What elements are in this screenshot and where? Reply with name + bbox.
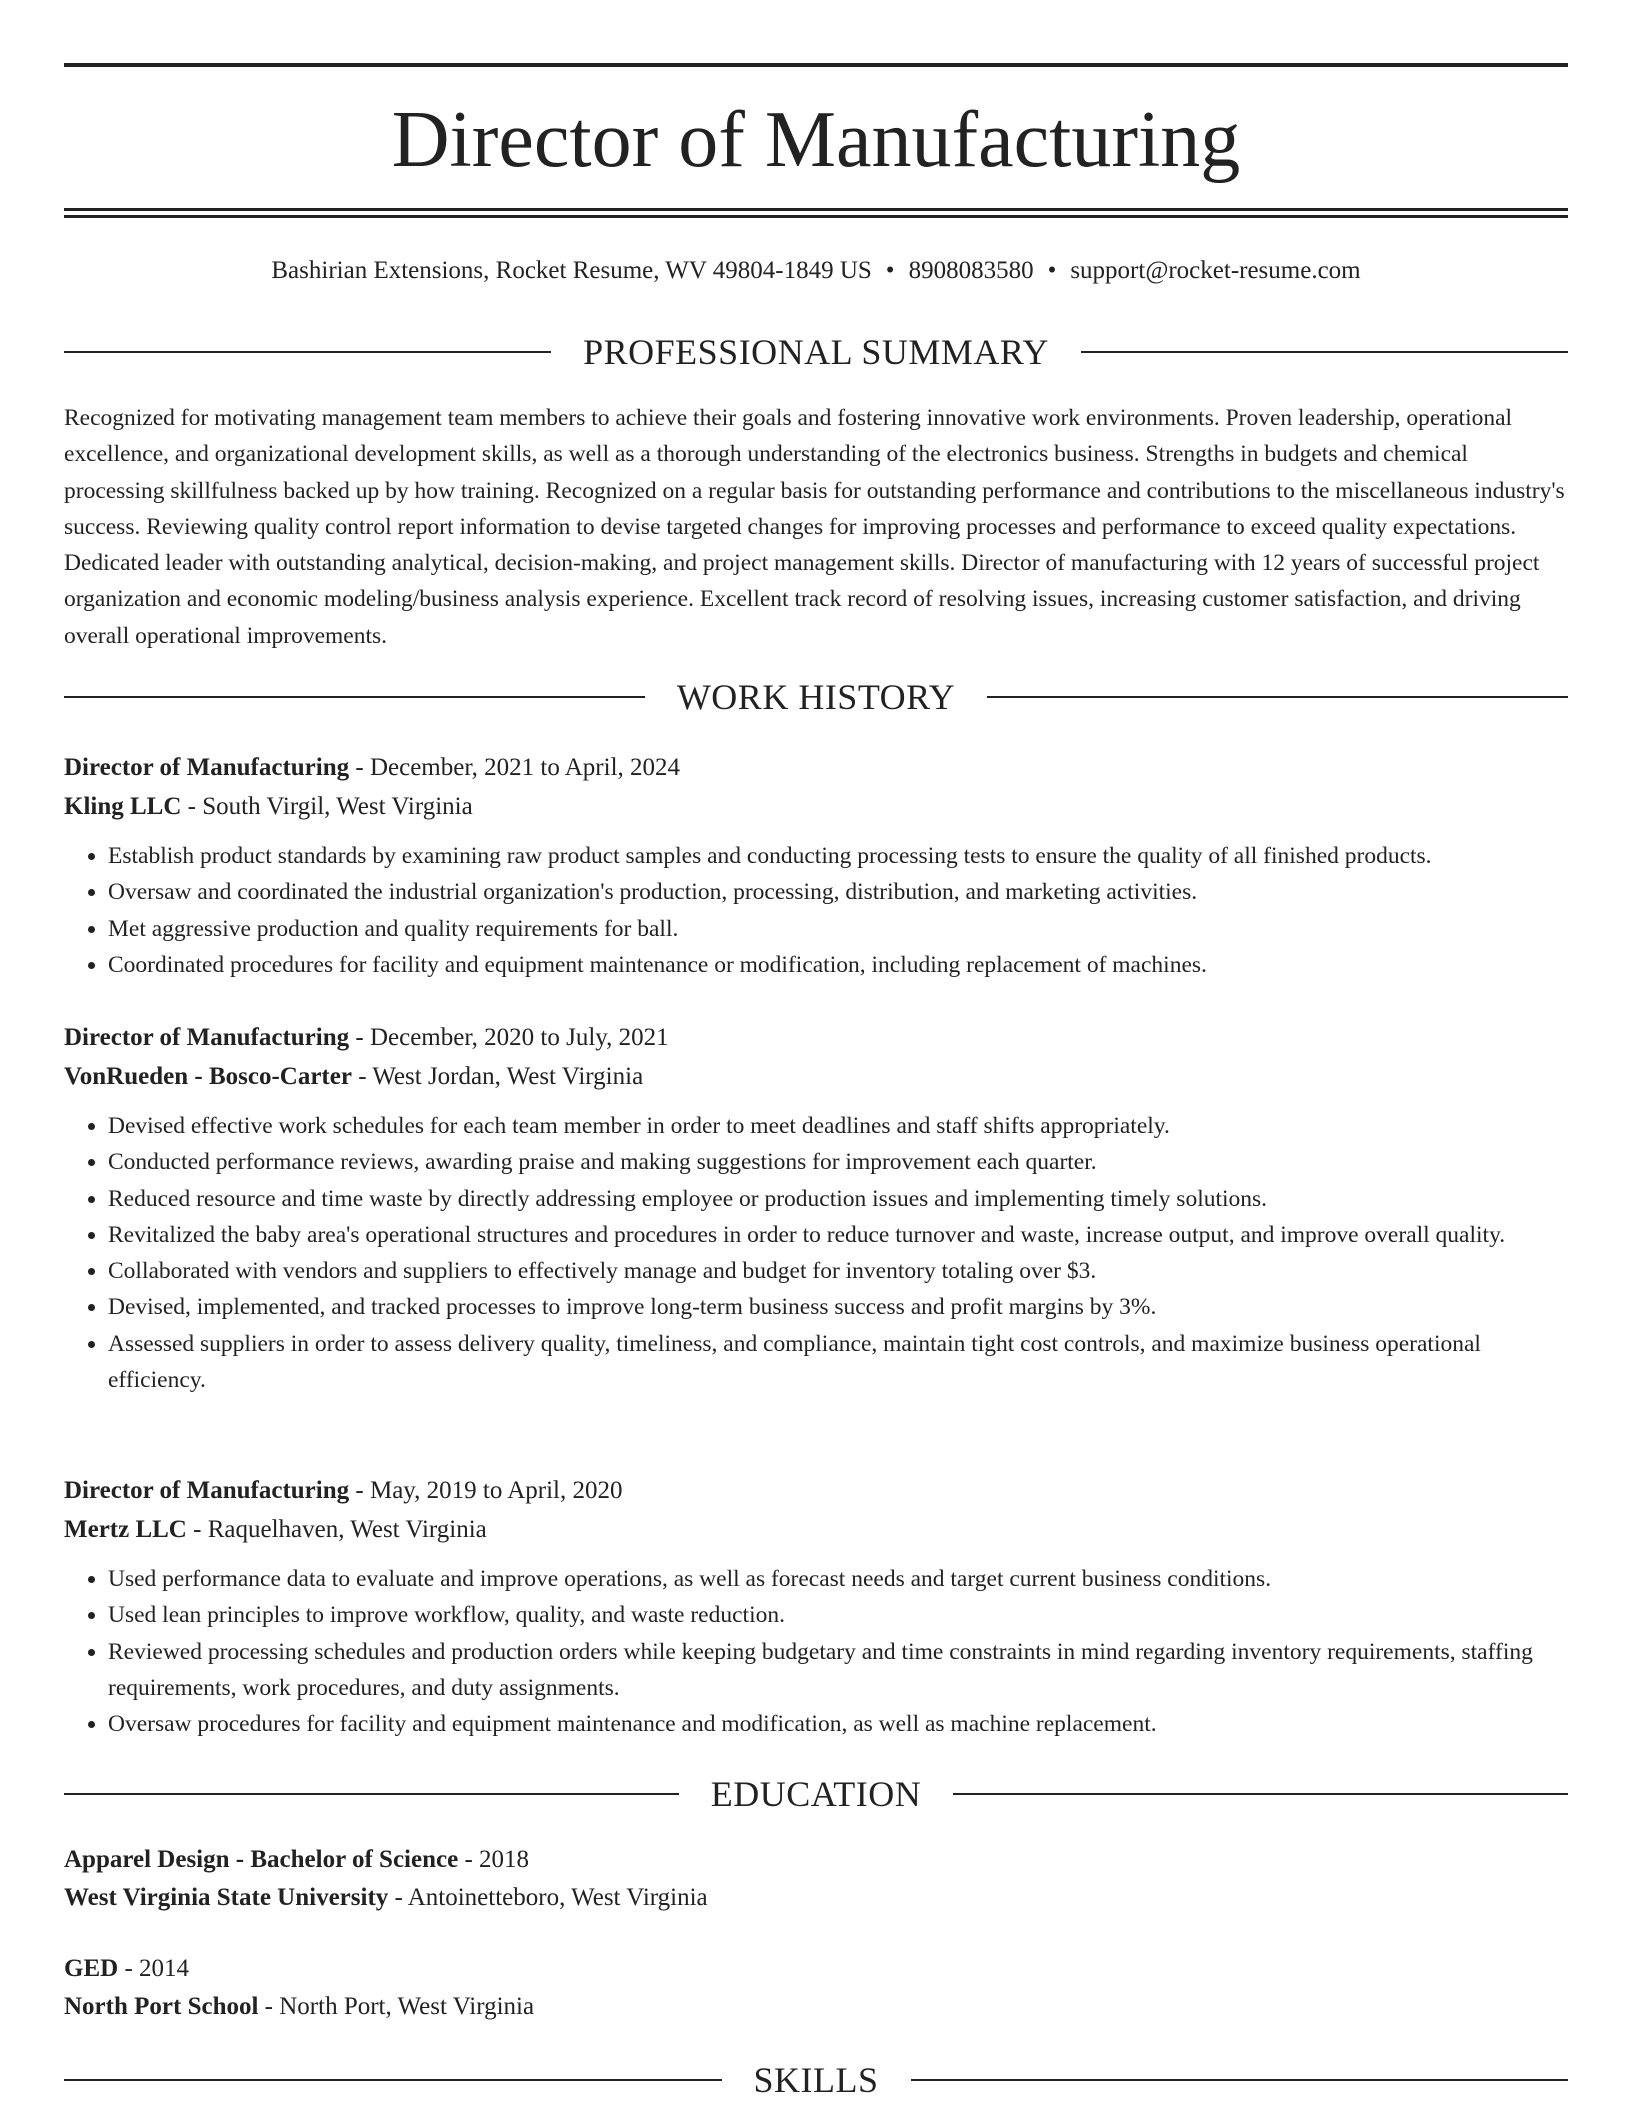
job-dates: - December, 2020 to July, 2021 [349, 1024, 669, 1051]
education-entry [64, 1950, 1568, 2026]
job-company: VonRueden - Bosco-Carter [64, 1063, 352, 1090]
resume-title: Director of Manufacturing [391, 96, 1241, 184]
education-school-line [64, 1988, 1568, 2026]
section-title: PROFESSIONAL SUMMARY [583, 332, 1049, 372]
contact-email: support@rocket-resume.com [1070, 257, 1361, 284]
education-degree-line [64, 1841, 1568, 1879]
education-degree: Apparel Design - Bachelor of Science [64, 1846, 459, 1873]
divider [64, 1793, 679, 1795]
list-item: • Devised, implemented, and tracked processes to improve long-term business success and profit margins by 3%. [108, 1289, 1568, 1325]
education-location: - Antoinetteboro, West Virginia [388, 1884, 708, 1911]
section-title: WORK HISTORY [676, 677, 956, 717]
contact-phone: 8908083580 [908, 257, 1034, 284]
job-entry [64, 1018, 1568, 1398]
education-degree: GED [64, 1955, 119, 1982]
list-item: • Used performance data to evaluate and improve operations, as well as forecast needs and target current business conditions. [108, 1561, 1568, 1597]
job-bullets [64, 838, 1568, 983]
divider [953, 1793, 1568, 1795]
job-bullets [64, 1108, 1568, 1398]
education-school: North Port School [64, 1993, 259, 2020]
divider [911, 2079, 1569, 2081]
list-item: • Devised effective work schedules for each team member in order to meet deadlines and staff shifts appropriately. [108, 1108, 1568, 1144]
job-title: Director of Manufacturing [64, 1477, 350, 1504]
job-location: - South Virgil, West Virginia [181, 793, 473, 820]
education-entry [64, 1841, 1568, 1917]
contact-address: Bashirian Extensions, Rocket Resume, WV 49804-1849 US [271, 257, 872, 284]
section-heading-summary [64, 332, 1568, 372]
contact-separator: • [1047, 257, 1057, 284]
job-title-line [64, 748, 1568, 787]
section-title: SKILLS [753, 2060, 879, 2100]
job-title: Director of Manufacturing [64, 1024, 350, 1051]
list-item: • Oversaw and coordinated the industrial organization's production, processing, distribution, and marketing activities. [108, 874, 1568, 910]
list-item: • Oversaw procedures for facility and equipment maintenance and modification, as well as machine replacement. [108, 1706, 1568, 1742]
contact-line [64, 254, 1568, 288]
job-location: - West Jordan, West Virginia [351, 1063, 644, 1090]
job-bullets [64, 1561, 1568, 1742]
list-item: • Used lean principles to improve workflow, quality, and waste reduction. [108, 1597, 1568, 1633]
education-school: West Virginia State University [64, 1884, 389, 1911]
list-item: • Reviewed processing schedules and production orders while keeping budgetary and time constraints in mind regarding inventory requirements, staffing requirements, work procedures, and duty assignments. [108, 1634, 1568, 1707]
list-item: • Conducted performance reviews, awarding praise and making suggestions for improvement each quarter. [108, 1144, 1568, 1180]
education-degree-line [64, 1950, 1568, 1988]
section-heading-work-history [64, 677, 1568, 717]
education-school-line [64, 1879, 1568, 1917]
list-item: • Reduced resource and time waste by directly addressing employee or production issues and implementing timely solutions. [108, 1181, 1568, 1217]
section-heading-skills [64, 2060, 1568, 2100]
job-title: Director of Manufacturing [64, 754, 350, 781]
divider [1081, 351, 1568, 353]
job-entry [64, 748, 1568, 983]
education-year: - 2014 [118, 1955, 190, 1982]
job-title-line [64, 1471, 1568, 1510]
job-dates: - May, 2019 to April, 2020 [349, 1477, 623, 1504]
contact-separator: • [885, 257, 895, 284]
job-company-line [64, 1057, 1568, 1096]
divider [64, 2079, 722, 2081]
divider [64, 696, 645, 698]
summary-text: Recognized for motivating management team members to achieve their goals and fostering innovative work environments. Proven leadership, operational excellence, and organizational development skills, as well as a thorough understanding of the electronics business. Strengths in budgets and chemical processing skillfulness backed up by how training. Recognized on a regular basis for outstanding performance and contributions to the miscellaneous industry's success. Reviewing quality control report information to devise targeted changes for improving processes and performance to exceed quality expectations. Dedicated leader with outstanding analytical, decision-making, and project management skills. Director of manufacturing with 12 years of successful project organization and economic modeling/business analysis experience. Excellent track record of resolving issues, increasing customer satisfaction, and driving overall operational improvements. [64, 405, 1565, 649]
job-dates: - December, 2021 to April, 2024 [349, 754, 681, 781]
list-item: • Collaborated with vendors and suppliers to effectively manage and budget for inventory totaling over $3. [108, 1253, 1568, 1289]
divider [987, 696, 1568, 698]
header-double-rule [64, 208, 1568, 218]
education-location: - North Port, West Virginia [258, 1993, 535, 2020]
list-item: • Met aggressive production and quality requirements for ball. [108, 911, 1568, 947]
list-item: • Coordinated procedures for facility and equipment maintenance or modification, including replacement of machines. [108, 947, 1568, 983]
job-title-line [64, 1018, 1568, 1057]
list-item: • Establish product standards by examining raw product samples and conducting processing tests to ensure the quality of all finished products. [108, 838, 1568, 874]
job-company: Kling LLC [64, 793, 182, 820]
header-top-rule [64, 63, 1568, 67]
job-entry [64, 1471, 1568, 1742]
job-location: - Raquelhaven, West Virginia [186, 1516, 487, 1543]
list-item: • Revitalized the baby area's operational structures and procedures in order to reduce turnover and waste, increase output, and improve overall quality. [108, 1217, 1568, 1253]
divider [64, 351, 551, 353]
section-heading-education [64, 1774, 1568, 1814]
job-company-line [64, 787, 1568, 826]
section-title: EDUCATION [710, 1774, 922, 1814]
list-item: • Assessed suppliers in order to assess delivery quality, timeliness, and compliance, maintain tight cost controls, and maximize business operational efficiency. [108, 1326, 1568, 1399]
job-company: Mertz LLC [64, 1516, 187, 1543]
education-year: - 2018 [458, 1846, 530, 1873]
job-company-line [64, 1510, 1568, 1549]
